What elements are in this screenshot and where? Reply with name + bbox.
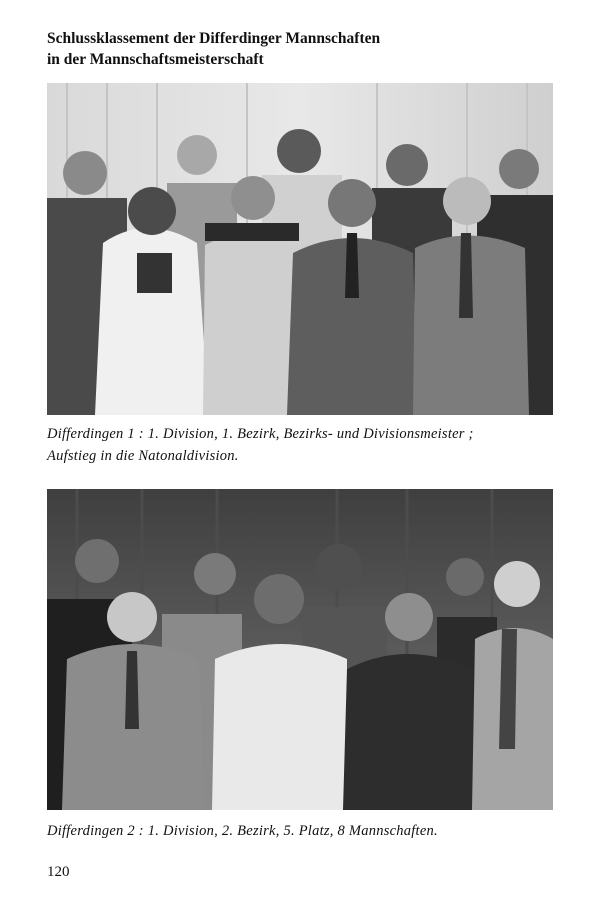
page-heading <box>47 28 567 70</box>
page-number: 120 <box>47 864 70 880</box>
photo-2-caption <box>47 820 567 842</box>
team-photo-1 <box>47 83 553 415</box>
heading-line-2: in der Mannschaftsmeisterschaft <box>47 51 264 68</box>
photo-1-caption-line-2: Aufstieg in die Natonaldivision. <box>47 448 239 464</box>
team-photo-2 <box>47 489 553 810</box>
heading-line-1: Schlussklassement der Differdinger Mannschaften <box>47 30 381 47</box>
team-photo-2-image <box>47 489 553 810</box>
photo-1-caption-line-1: Differdingen 1 : 1. Division, 1. Bezirk, Bezirks- und Divisionsmeister ; <box>47 426 474 442</box>
photo-1-caption <box>47 423 567 467</box>
team-photo-1-image <box>47 83 553 415</box>
photo-2-caption-line-1: Differdingen 2 : 1. Division, 2. Bezirk, 5. Platz, 8 Mannschaften. <box>47 823 438 839</box>
